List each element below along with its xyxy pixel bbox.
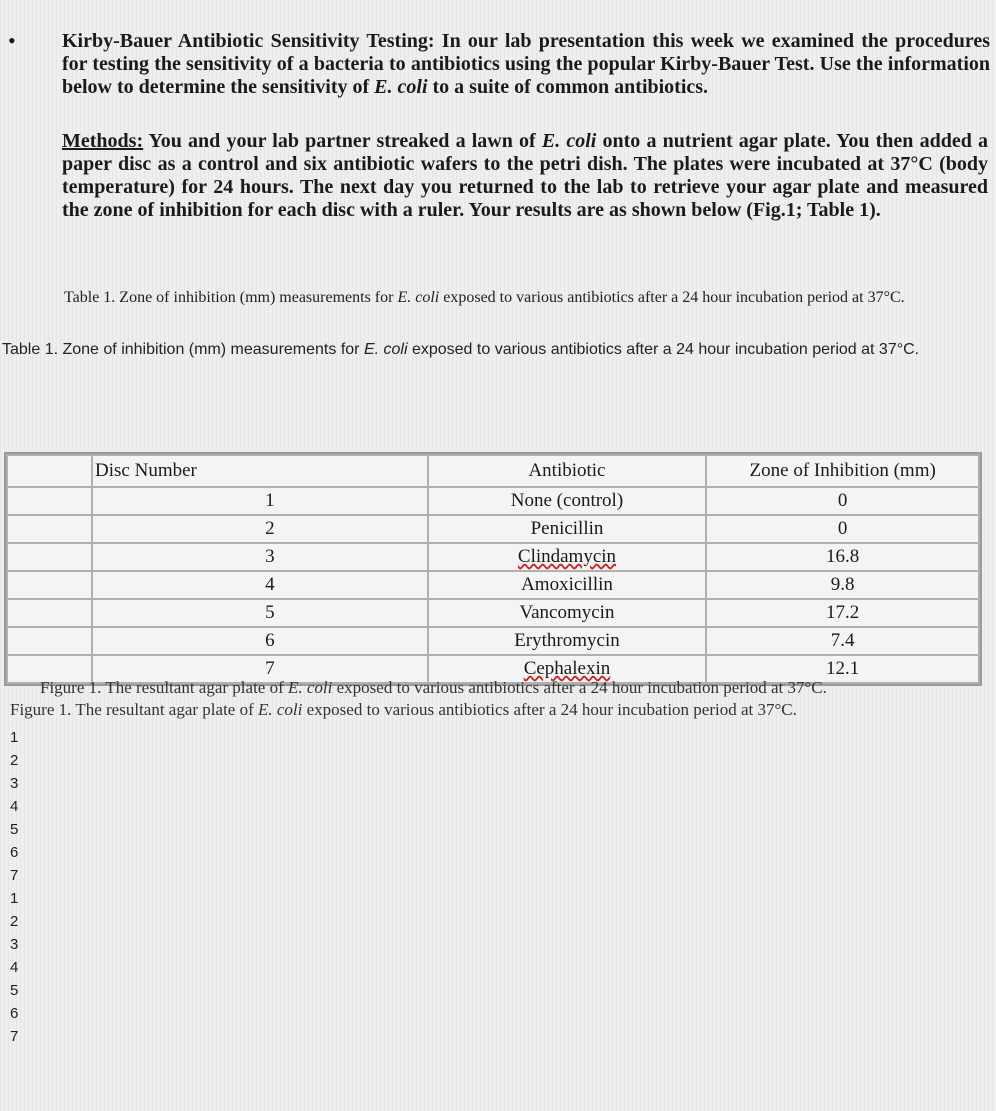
list-item: 7: [10, 867, 19, 884]
table-gutter-cell: [7, 515, 92, 543]
antibiotic-cell: Penicillin: [428, 515, 707, 543]
table-row: [7, 599, 979, 627]
antibiotic-cell: None (control): [428, 487, 707, 515]
disc-number-cell: 1: [92, 487, 428, 515]
antibiotic-cell: Erythromycin: [428, 627, 707, 655]
table-caption-1-after: exposed to various antibiotics after a 24 hour incubation period at 37°C.: [439, 289, 905, 306]
results-table-frame: [4, 452, 982, 686]
list-item: 1: [10, 890, 19, 907]
table-caption-2-before: Table 1. Zone of inhibition (mm) measurements for: [2, 341, 364, 358]
figure-caption-2-ecoli: E. coli: [258, 700, 303, 719]
antibiotic-name-spellcheck: Clindamycin: [517, 546, 617, 567]
methods-ecoli: E. coli: [541, 130, 597, 152]
list-item: 4: [10, 959, 19, 976]
table-caption-1-ecoli: E. coli: [397, 289, 440, 306]
table-caption-1: [64, 288, 984, 308]
zone-cell: 16.8: [706, 543, 979, 571]
figure-caption-1-ecoli: E. coli: [288, 678, 333, 697]
intro-title: Kirby-Bauer Antibiotic Sensitivity Testing:: [62, 30, 435, 52]
methods-label: Methods:: [62, 130, 144, 152]
figure-caption-1-after: exposed to various antibiotics after a 24 hour incubation period at 37°C.: [332, 678, 827, 697]
methods-paragraph: [62, 130, 988, 222]
intro-text-1: In our lab presentation this week we examined the procedures for testing the sensitivity of a bacteria to antibiotics using the popular Kirby-Bauer Test. Use the information below to determine the sensitivity of: [62, 30, 990, 98]
list-item: 5: [10, 982, 19, 999]
figure-caption-2-after: exposed to various antibiotics after a 24 hour incubation period at 37°C.: [302, 700, 797, 719]
disc-number-cell: 2: [92, 515, 428, 543]
table-caption-2-ecoli: E. coli: [363, 341, 408, 358]
list-item: 3: [10, 936, 19, 953]
table-row: [7, 543, 979, 571]
table-gutter-header: [7, 455, 92, 487]
table-row: [7, 627, 979, 655]
disc-number-cell: 5: [92, 599, 428, 627]
methods-text-2: onto a nutrient agar plate. You then added a paper disc as a control and six antibiotic wafers to the petri dish. The plates were incubated at 37°C (body temperature) for 24 hours. The next day you returned to the lab to retrieve your agar plate and measured the zone of inhibition for each disc with a ruler. Your results are as shown below (Fig.1; Table 1).: [62, 130, 988, 221]
table-row: [7, 487, 979, 515]
table-caption-2: [2, 340, 962, 360]
list-item: 1: [10, 729, 19, 746]
header-zone-of-inhibition: Zone of Inhibition (mm): [706, 455, 979, 487]
zone-cell: 12.1: [706, 655, 979, 683]
list-item: 4: [10, 798, 19, 815]
table-header-row: [7, 455, 979, 487]
disc-number-cell: 4: [92, 571, 428, 599]
intro-ecoli: E. coli: [374, 76, 428, 98]
results-table: [6, 454, 980, 684]
number-list: [10, 726, 18, 1048]
table-row: [7, 571, 979, 599]
list-item: 6: [10, 844, 19, 861]
disc-number-cell: 6: [92, 627, 428, 655]
bullet-marker: •: [8, 28, 16, 53]
zone-cell: 9.8: [706, 571, 979, 599]
list-item: 7: [10, 1028, 19, 1045]
table-row: [7, 515, 979, 543]
figure-caption-1-before: Figure 1. The resultant agar plate of: [40, 678, 288, 697]
zone-cell: 7.4: [706, 627, 979, 655]
intro-paragraph: [62, 30, 990, 99]
figure-caption-1: [40, 678, 827, 698]
table-caption-2-after: exposed to various antibiotics after a 24 hour incubation period at 37°C.: [407, 341, 920, 358]
disc-number-cell: 7: [92, 655, 428, 683]
list-item: 3: [10, 775, 19, 792]
antibiotic-cell: [428, 543, 707, 571]
list-item: 6: [10, 1005, 19, 1022]
header-antibiotic: Antibiotic: [428, 455, 707, 487]
methods-text-1: You and your lab partner streaked a lawn of: [143, 130, 542, 152]
list-item: 5: [10, 821, 19, 838]
header-disc-number: Disc Number: [92, 455, 428, 487]
antibiotic-cell: Vancomycin: [428, 599, 707, 627]
figure-caption-2-before: Figure 1. The resultant agar plate of: [10, 700, 258, 719]
table-gutter-cell: [7, 487, 92, 515]
zone-cell: 0: [706, 515, 979, 543]
table-gutter-cell: [7, 599, 92, 627]
table-gutter-cell: [7, 571, 92, 599]
list-item: 2: [10, 752, 19, 769]
antibiotic-cell: Amoxicillin: [428, 571, 707, 599]
table-gutter-cell: [7, 543, 92, 571]
zone-cell: 17.2: [706, 599, 979, 627]
table-caption-1-before: Table 1. Zone of inhibition (mm) measurements for: [64, 289, 398, 306]
figure-caption-2: [10, 700, 797, 720]
intro-text-2: to a suite of common antibiotics.: [427, 76, 709, 98]
disc-number-cell: 3: [92, 543, 428, 571]
table-gutter-cell: [7, 627, 92, 655]
list-item: 2: [10, 913, 19, 930]
zone-cell: 0: [706, 487, 979, 515]
antibiotic-name-spellcheck: Cephalexin: [523, 658, 611, 679]
